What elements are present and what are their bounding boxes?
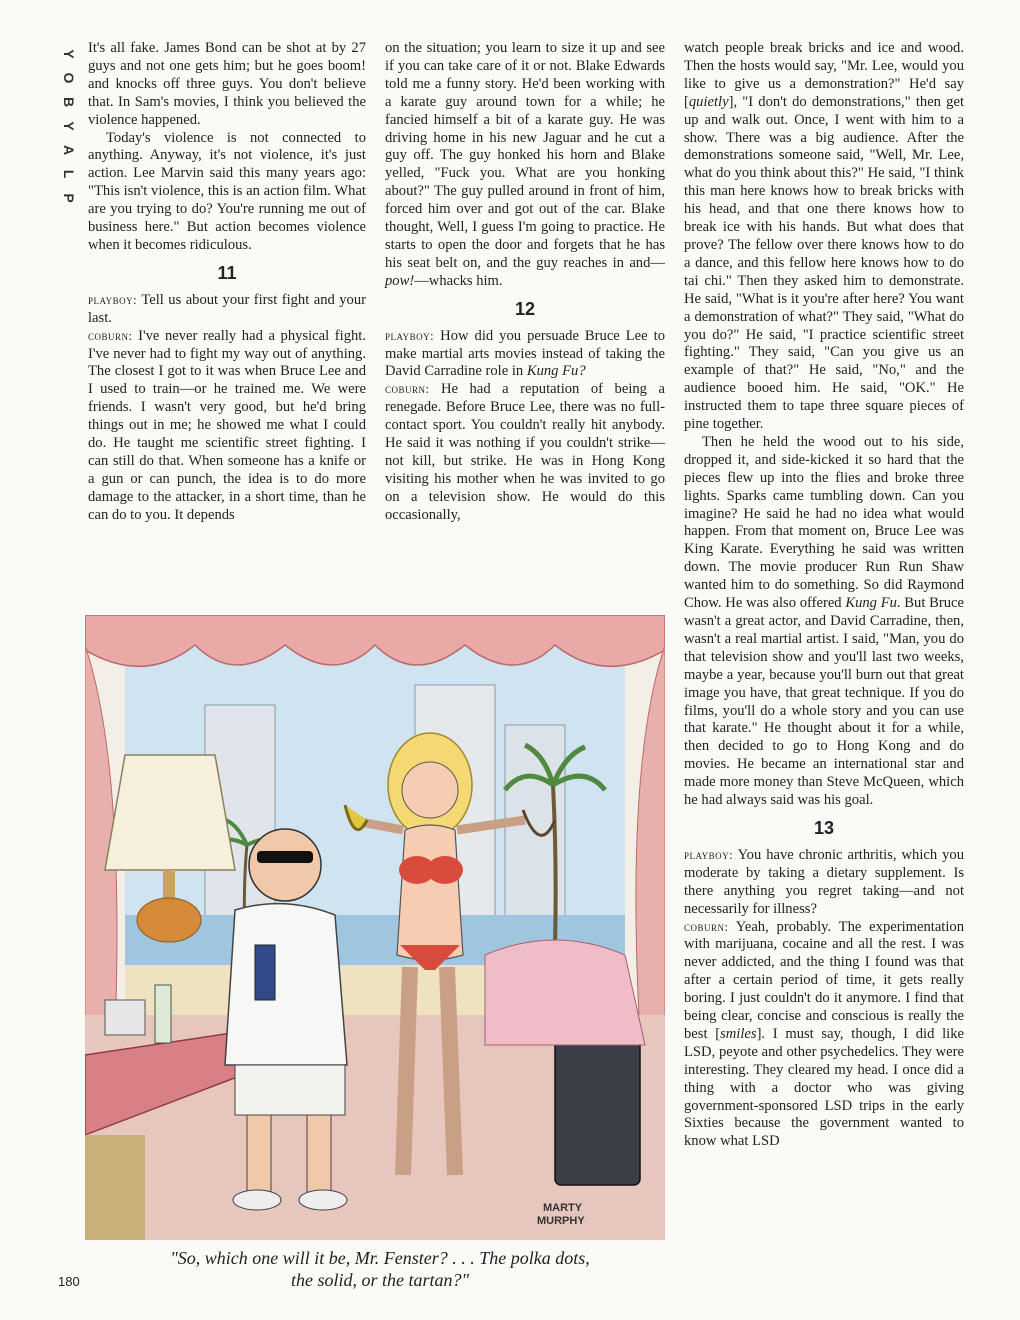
artist-signature: MARTY: [543, 1202, 583, 1214]
title-letter: B: [61, 96, 77, 108]
section-number-13: 13: [813, 817, 835, 838]
title-letter: Y: [61, 121, 77, 131]
bar-front: [85, 1135, 145, 1240]
artist-signature: MURPHY: [537, 1215, 585, 1227]
page-number: 180: [58, 1274, 80, 1289]
title-letter: P: [61, 193, 77, 203]
cartoon-caption: [100, 1247, 660, 1291]
question-12: playboy: How did you persuade Bruce Lee to make martial arts movies instead of taking the David Carradine role in Kung Fu?: [385, 327, 665, 380]
speaker-label-coburn: coburn:: [385, 382, 430, 397]
ice-bucket: [105, 1000, 145, 1035]
speaker-label-playboy: playboy:: [88, 292, 138, 307]
title-letter: A: [61, 144, 77, 156]
speaker-label-playboy: playboy:: [385, 328, 435, 343]
answer-13: coburn: Yeah, probably. The experimentation with marijuana, cocaine and all the rest. I was never addicted, and the thing I found was that after a certain period of time, it gets really boring. I just couldn't do it anymore. I find that being clear, concise and conscious is really the best [smiles]. I must say, though, I did like LSD, peyote and other psychedelics. They were interesting. They cleared my head. I once did a thing with a doctor who was giving government-sponsored LSD trips in the early Sixties because the government wanted to know what LSD: [684, 918, 965, 1150]
man-leg: [307, 1115, 331, 1195]
lamp-shade: [105, 755, 235, 870]
wine-bottle: [155, 985, 171, 1043]
woman-head: [402, 762, 458, 818]
cartoon-illustration: [85, 615, 665, 1240]
suitcase: [555, 1035, 640, 1185]
speaker-label-playboy: playboy:: [684, 847, 734, 862]
man-leg: [247, 1115, 271, 1195]
man-sunglasses: [257, 851, 313, 863]
paragraph: Then he held the wood out to his side, dropped it, and side-kicked it so hard that the pieces flew up into the flies and broke three lights. Sparks came tumbling down. Can you imagine? He said he had no idea what would happen. From that moment on, Bruce Lee was King Karate. Everything he said was written down. The movie producer Run Run Shaw wanted him to do something. So did Raymond Chow. He was also offered Kung Fu. But Bruce wasn't a great actor, and David Carradine, then, wasn't a real martial artist. I said, "Man, you do that television show and you'll last two weeks, maybe a year, because you'll burn out that great image you have, that great technique. If you do films, you'll do a whole story and you can use that karate." He thought about it for a while, then decided to go to Hong Kong and do movies. He became an international star and made more money than Steve McQueen, which he had always said was his goal.: [684, 433, 964, 809]
magazine-title-vertical: [57, 42, 77, 210]
text-column-3: [684, 40, 964, 1151]
text-column-1: [88, 40, 366, 525]
answer-11: coburn: I've never really had a physical fight. I've never had to fight my way out of anything. The closest I got to it was when Bruce Lee and I used to train—or he trained me. We were friends. I wasn't very good, but he'd bring things out in me; he showed me what I could do. He taught me scientific street fighting. I can still do that. When someone has a knife or a gun or can punch, the idea is to do more damage to the attacker, in a short time, than he can do to you. It depends: [88, 327, 366, 523]
paragraph: It's all fake. James Bond can be shot at by 27 guys and not one gets him; but he goes boom! and knocks off three guys. You don't believe that. In Sam's movies, I think you believed the violence happened.: [88, 40, 366, 128]
paragraph: on the situation; you learn to size it up and see if you can take care of it or not. Blake Edwards told me a funny story. He'd been working with a karate guy around town for a while; he fancied himself a bit of a karate guy. He was driving home in his new Jaguar and he cut a guy off. The guy honked his horn and Blake yelled, "Fuck you. What are you honking about?" The guy pulled around in front of him, forced him over and got out of the car. Blake thought, Well, I guess I'm going to practice. He starts to open the door and forgets that he has his seat belt on, and the guy reaches in and—pow!—whacks him.: [385, 40, 665, 289]
lamp-base: [137, 898, 201, 942]
cartoon-drawing: [85, 615, 665, 1240]
liquor-bottle: [255, 945, 275, 1000]
section-number-12: 12: [514, 298, 536, 319]
speaker-label-coburn: coburn:: [684, 919, 729, 934]
caption-line: "So, which one will it be, Mr. Fenster? . . . The polka dots,: [170, 1248, 590, 1268]
bikini-top: [427, 856, 463, 884]
man-shorts: [235, 1065, 345, 1115]
speaker-label-coburn: coburn:: [88, 328, 133, 343]
man-jacket: [225, 904, 347, 1065]
section-number-11: 11: [217, 262, 237, 283]
man-shoe: [299, 1190, 347, 1210]
paragraph: watch people break bricks and ice and wood. Then the hosts would say, "Mr. Lee, would you like to give us a demonstration?" He'd say [quietly], "I don't do demonstrations," then get up and walk out. Once, I went with him to a show. There was a big audience. After the demonstrations someone said, "Well, Mr. Lee, what do you think about this?" He said, "I think this man here knows how to break bricks with his head, and that one there knows how to break ice with his hands. But what does that prove? The fellow over there knows how to do a dance, and this fellow here knows how to do tai chi." Then they asked him to demonstrate. He said, "What is it you're after here? You want a demonstration of what?" They said, "What do you do?" He said, "I practice scientific street fighting." They said, "Can you give us an example of that?" He said, "No," and the audience booed him. He said, "OK." He instructed them to tape three square pieces of pine together.: [684, 40, 964, 433]
text-column-2: [385, 40, 665, 525]
answer-12: coburn: He had a reputation of being a renegade. Before Bruce Lee, there was no full-contact sport. You couldn't really hit anybody. He said it was nothing if you couldn't strike—not kill, but strike. He was in Hong Kong visiting his mother when he was invited to go on a television show. He would do this occasionally,: [385, 381, 665, 523]
question-11: playboy: Tell us about your first fight and your last.: [88, 291, 366, 326]
paragraph: Today's violence is not connected to anything. Anyway, it's not violence, it's just action. Lee Marvin said this many years ago: "This isn't violence, this is an action film. What are you trying to do? You're running me out of business here." But action becomes violence when it becomes ridiculous.: [88, 129, 366, 253]
man-shoe: [233, 1190, 281, 1210]
title-letter: Y: [61, 49, 77, 59]
question-13: playboy: You have chronic arthritis, which you moderate by taking a dietary supplement. Is there anything you regret taking—and not necessarily for illness?: [684, 846, 965, 917]
title-letter: O: [61, 72, 77, 84]
man-head: [249, 829, 321, 901]
curtain-right: [636, 645, 665, 1035]
woman-torso: [397, 825, 463, 960]
title-letter: L: [61, 169, 77, 179]
caption-line: the solid, or the tartan?": [290, 1270, 470, 1290]
sofa: [485, 940, 645, 1045]
